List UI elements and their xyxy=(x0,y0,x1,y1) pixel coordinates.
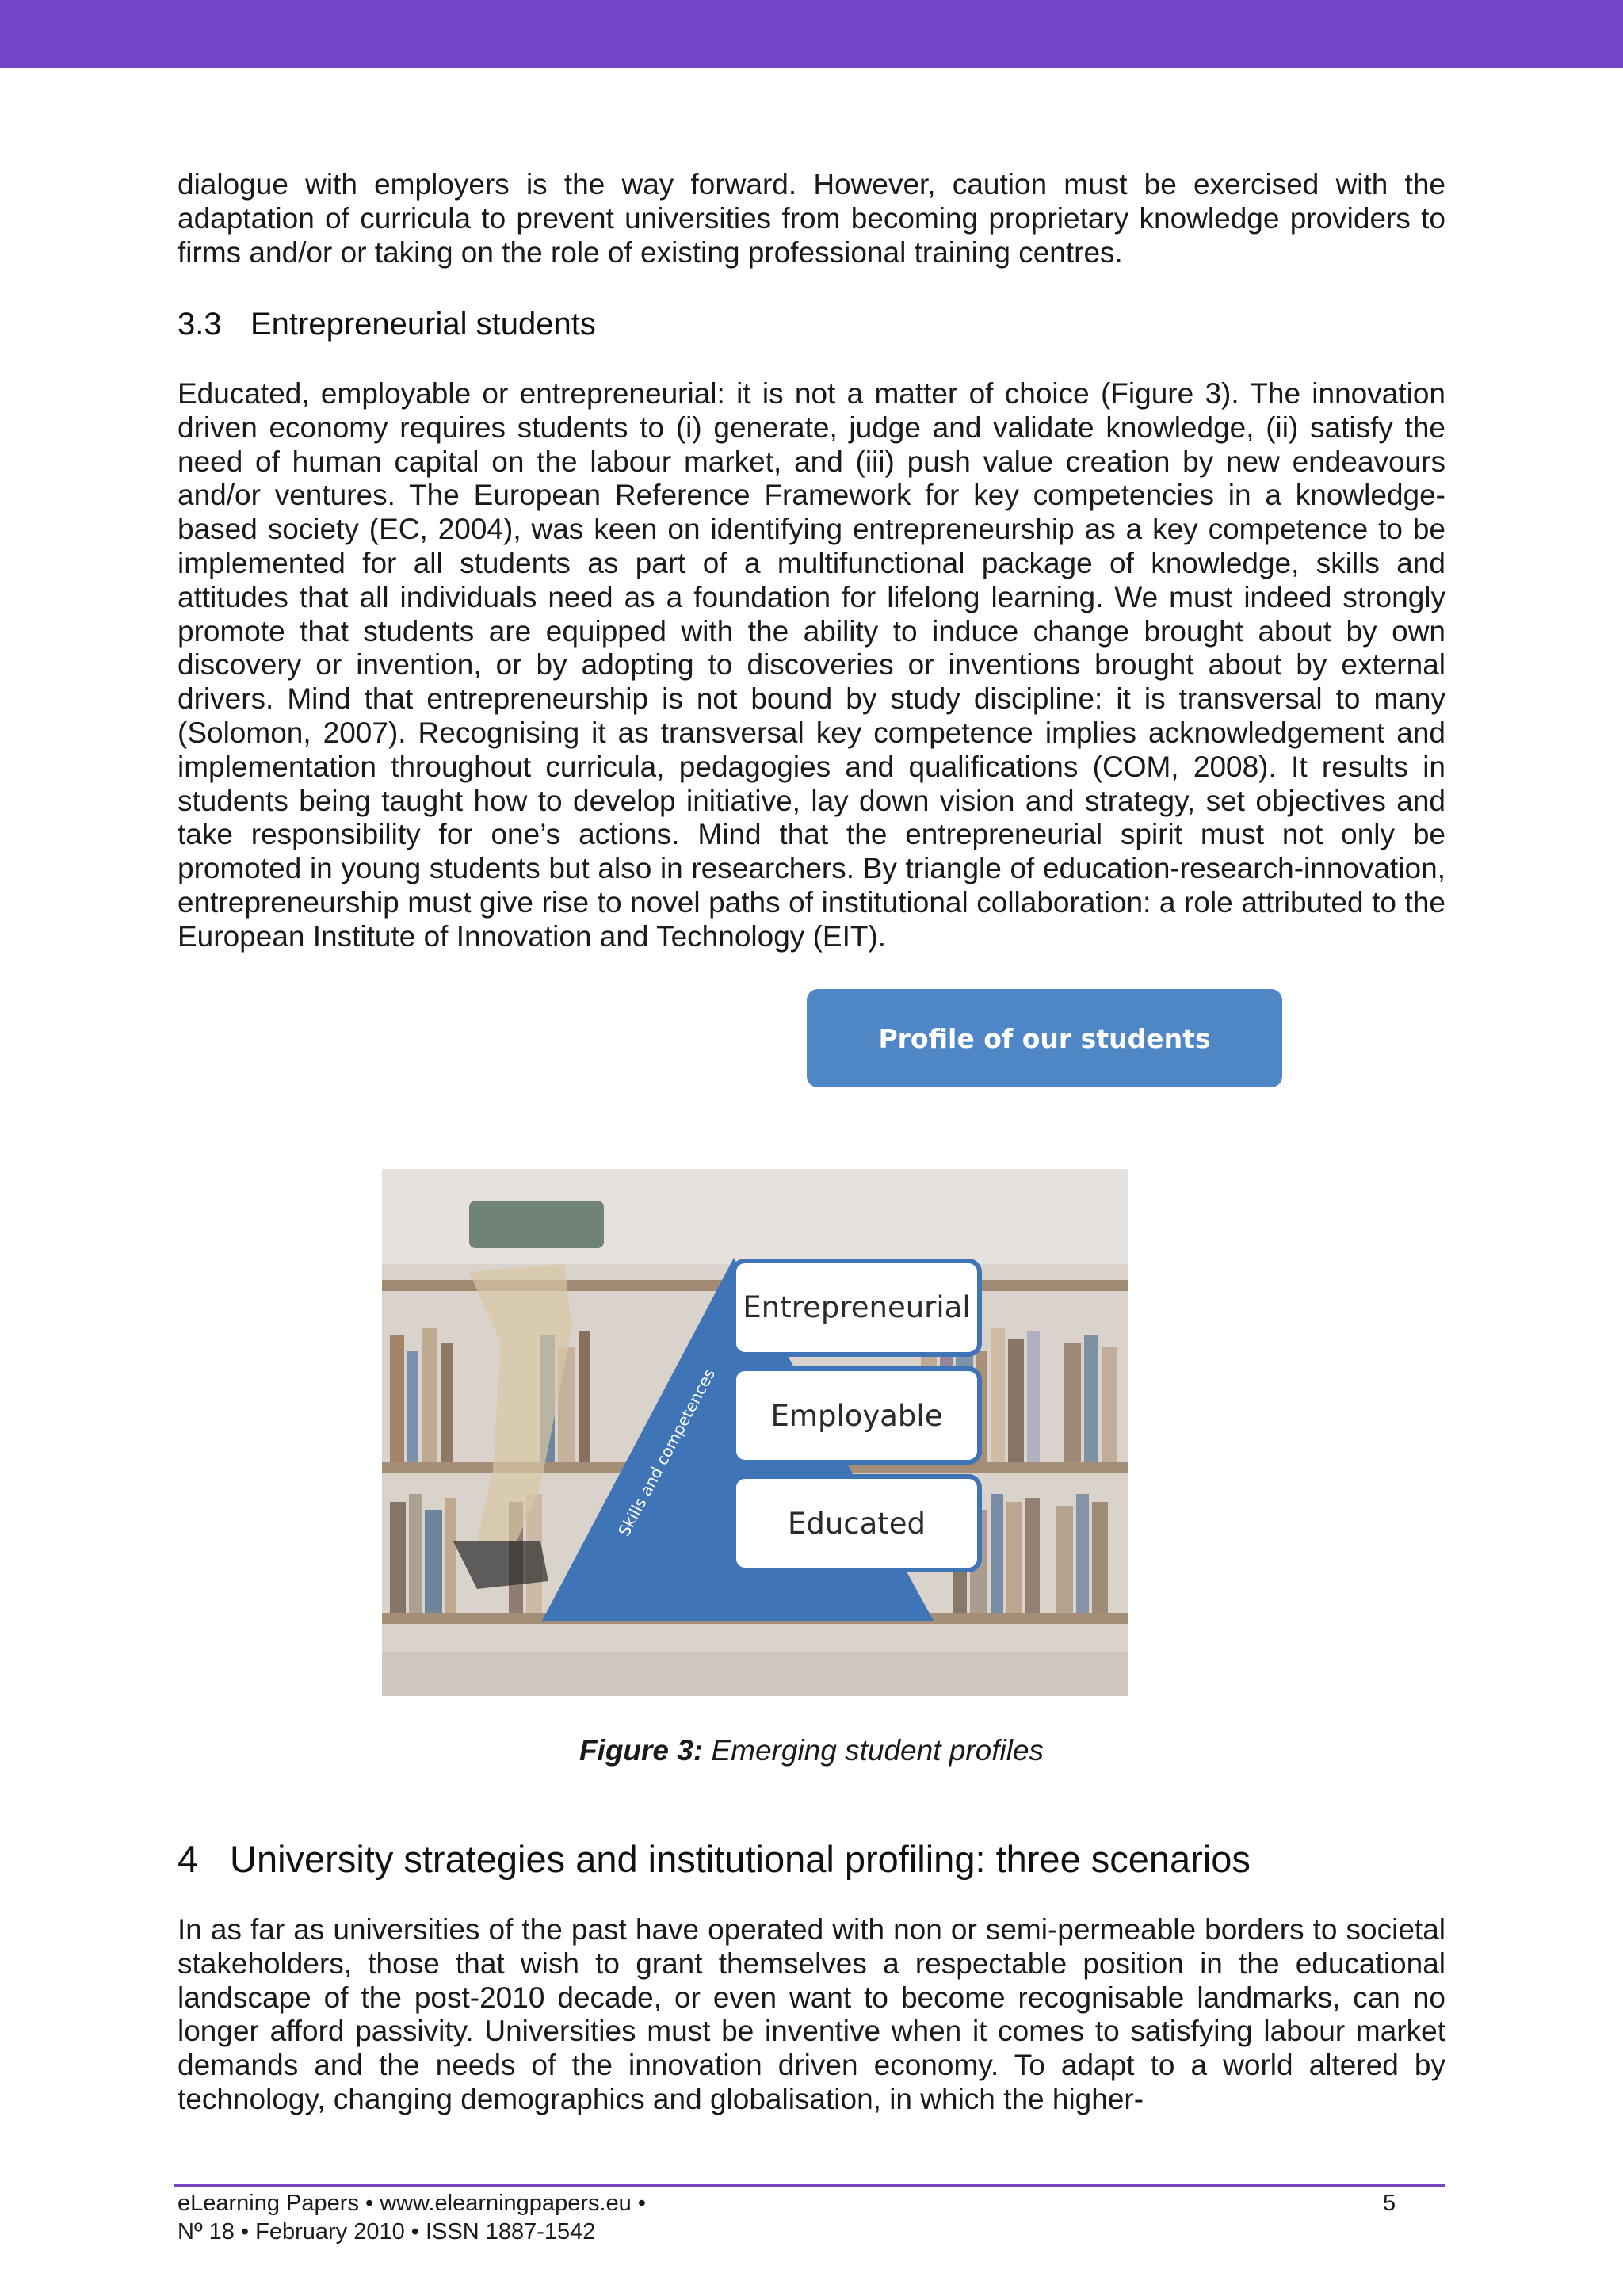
intro-paragraph: dialogue with employers is the way forward. However, caution must be exercised with the adaptation of curricula to prevent universities from becoming proprietary knowledge providers to firms and/or or taking on the role of existing professional training centres. xyxy=(178,168,1445,269)
section-3-3-heading xyxy=(178,305,596,343)
footer-line-1: eLearning Papers • www.elearningpapers.eu • xyxy=(178,2191,647,2216)
section-number: 4 xyxy=(178,1838,199,1880)
footer-rule xyxy=(174,2184,1445,2187)
section-title: University strategies and institutional profiling: three scenarios xyxy=(230,1838,1251,1880)
section-4-paragraph: In as far as universities of the past have operated with non or semi-permeable borders to societal stakeholders, those that wish to grant themselves a respectable position in the educational landscape of the post-2010 decade, or even want to become recognisable landmarks, can no longer afford passivity. Universities must be inventive when it comes to satisfying labour market demands and the needs of the innovation driven economy. To adapt to a world altered by technology, changing demographics and globalisation, in which the higher- xyxy=(178,1913,1445,2115)
header-band xyxy=(0,0,1623,68)
footer-line-2: Nº 18 • February 2010 • ISSN 1887-1542 xyxy=(178,2219,596,2244)
level-box-employable xyxy=(734,1369,980,1462)
profile-header-box: Profile of our students xyxy=(807,989,1282,1087)
figure-caption-label: Figure 3: xyxy=(579,1734,704,1767)
pyramid-photo-graphic xyxy=(382,1169,1128,1696)
section-4-heading xyxy=(178,1837,1251,1881)
figure-caption xyxy=(0,1734,1623,1767)
level-box-entrepreneurial xyxy=(734,1261,980,1354)
level-label-employable: Employable xyxy=(770,1399,943,1433)
section-3-3-paragraph: Educated, employable or entrepreneurial: it is not a matter of choice (Figure 3). The innovation driven economy requires students to (i) generate, judge and validate knowledge, (ii) satisfy the need of human capital on the labour market, and (iii) push value creation by new endeavours and/or ventures. The European Reference Framework for key competencies in a knowledge-based society (EC, 2004), was keen on identifying entrepreneurship as a key competence to be implemented for all students as part of a multifunctional package of knowledge, skills and attitudes that all individuals need as a foundation for lifelong learning. We must indeed strongly promote that students are equipped with the ability to induce change brought about by own discovery or invention, or by adopting to discoveries or inventions brought about by external drivers. Mind that entrepreneurship is not bound by study discipline: it is transversal to many (Solomon, 2007). Recognising it as transversal key competence implies acknowledgement and implementation throughout curricula, pedagogies and qualifications (COM, 2008). It results in students being taught how to develop initiative, lay down vision and strategy, set objectives and take responsibility for one’s actions. Mind that the entrepreneurial spirit must not only be promoted in young students but also in researchers. By triangle of education-research-innovation, entrepreneurship must give rise to novel paths of institutional collaboration: a role attributed to the European Institute of Innovation and Technology (EIT). xyxy=(178,377,1445,953)
section-number: 3.3 xyxy=(178,307,222,342)
level-box-educated xyxy=(734,1477,980,1570)
level-label-entrepreneurial: Entrepreneurial xyxy=(743,1290,971,1324)
page-number: 5 xyxy=(1383,2191,1396,2216)
figure-caption-text: Emerging student profiles xyxy=(703,1734,1044,1767)
pyramid-side-label: Skills and competences xyxy=(614,1365,720,1540)
level-label-educated: Educated xyxy=(787,1507,926,1541)
footer xyxy=(178,2189,646,2246)
section-title: Entrepreneurial students xyxy=(250,307,596,342)
